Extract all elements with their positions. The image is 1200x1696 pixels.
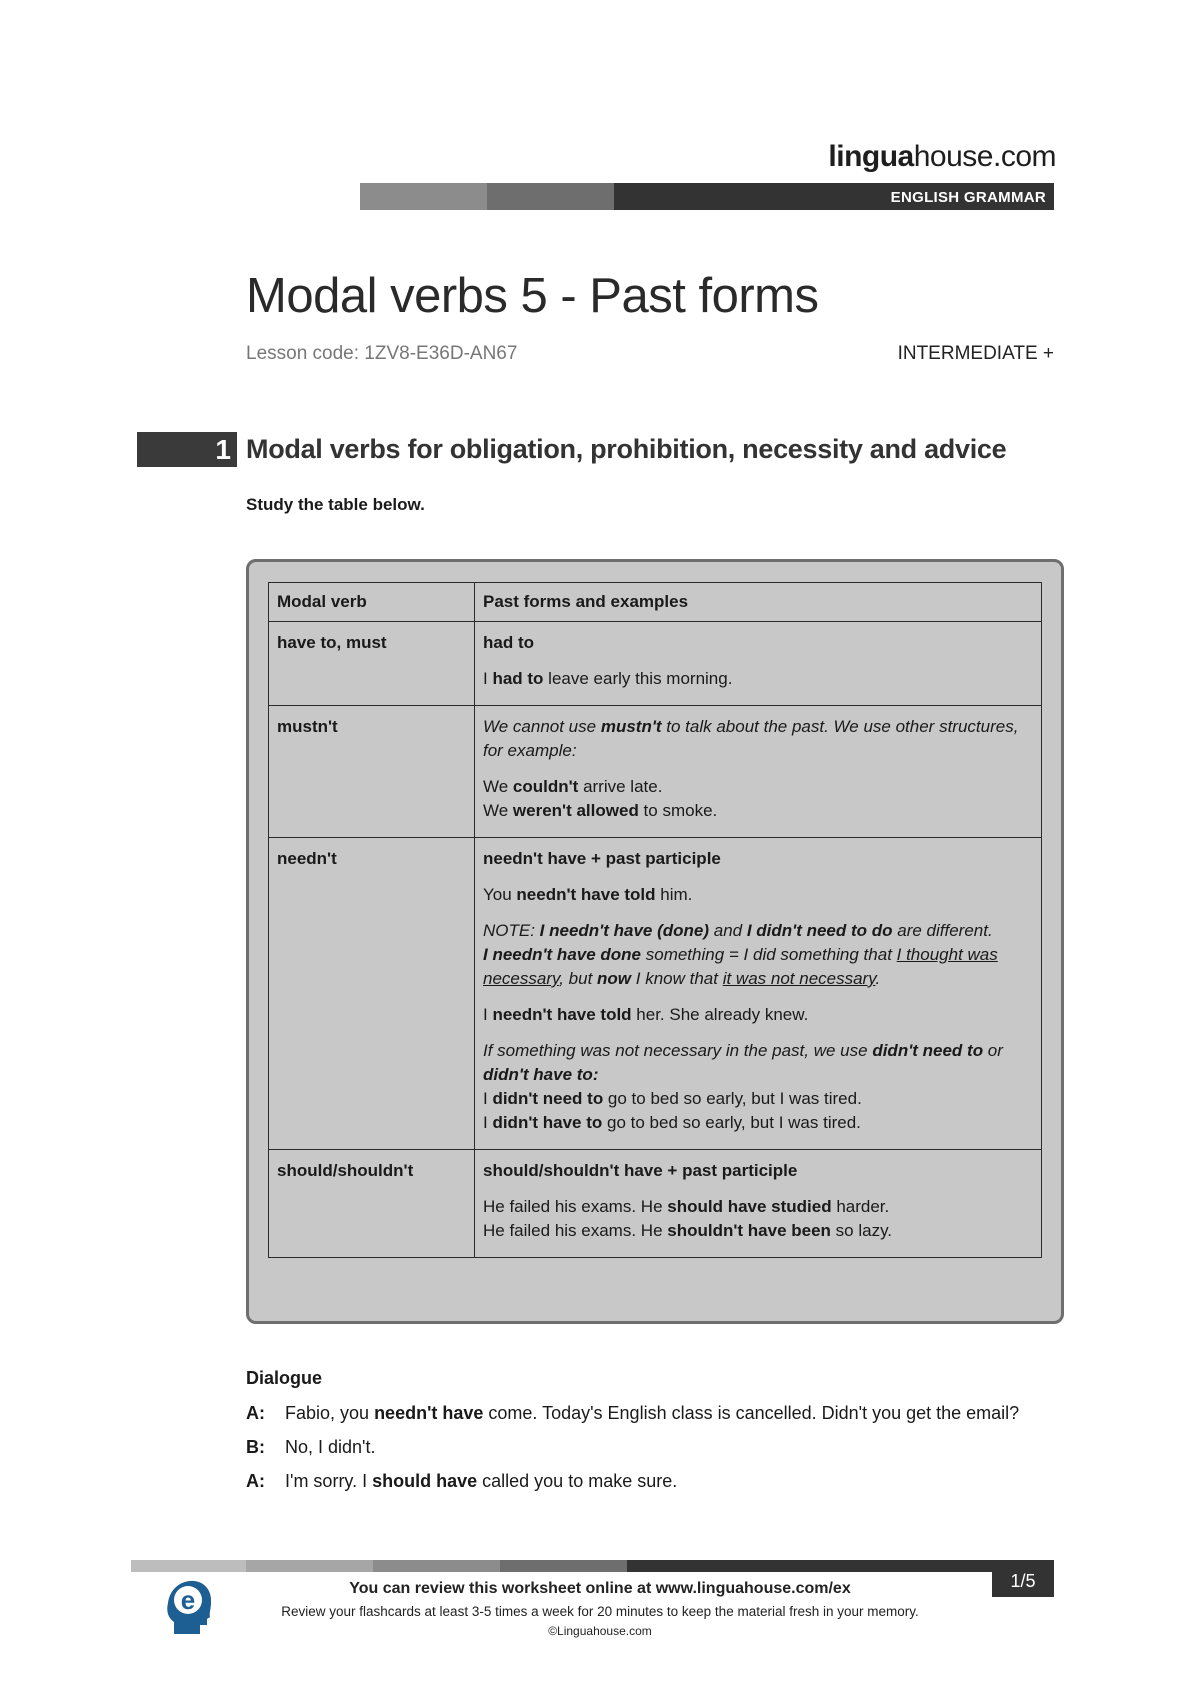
usage-note: If something was not necessary in the past, we use didn't need to or didn't have to:	[483, 1041, 1003, 1084]
column-header: Past forms and examples	[475, 583, 1042, 622]
table-row	[269, 838, 1042, 1150]
footer-bar-segment	[246, 1560, 373, 1572]
table-header-row	[269, 583, 1042, 622]
modal-verb-cell: should/shouldn't	[269, 1150, 475, 1258]
table-row	[269, 1150, 1042, 1258]
level-label: INTERMEDIATE +	[897, 343, 1054, 364]
modal-verb-cell: have to, must	[269, 622, 475, 706]
footer-tip: Review your flashcards at least 3-5 times a week for 20 minutes to keep the material fresh in your memory.	[281, 1604, 919, 1619]
footer-bar-segment	[373, 1560, 500, 1572]
lesson-code: Lesson code: 1ZV8-E36D-AN67	[246, 343, 518, 364]
example-sentence: I had to leave early this morning.	[483, 669, 733, 688]
table-row	[269, 622, 1042, 706]
modal-verb-cell: needn't	[269, 838, 475, 1150]
example-sentence: We couldn't arrive late.	[483, 777, 663, 796]
example-sentence: He failed his exams. He shouldn't have been so lazy.	[483, 1221, 893, 1240]
section-title: Modal verbs for obligation, prohibition, necessity and advice	[246, 434, 1007, 464]
grammar-table	[268, 582, 1042, 1258]
section-instruction: Study the table below.	[246, 495, 425, 514]
page-number: 1/5	[992, 1565, 1054, 1597]
footer-review-link: You can review this worksheet online at www.linguahouse.com/ex	[349, 1580, 851, 1597]
table-row	[269, 706, 1042, 838]
brand-logo: linguahouse.com	[828, 140, 1056, 173]
past-form: needn't have + past participle	[483, 849, 721, 868]
examples-cell	[475, 838, 1042, 1150]
examples-cell	[475, 622, 1042, 706]
svg-text:e: e	[180, 1585, 196, 1615]
example-sentence: We weren't allowed to smoke.	[483, 801, 718, 820]
footer-bar-segment	[627, 1560, 1054, 1572]
footer-bar-segment	[500, 1560, 627, 1572]
footer-bar-segment	[131, 1560, 246, 1572]
header-bar-segment	[360, 183, 487, 210]
dialogue-line: A: I'm sorry. I should have called you to make sure.	[246, 1471, 678, 1491]
example-sentence: He failed his exams. He should have studied harder.	[483, 1197, 890, 1216]
dialogue-line: A: Fabio, you needn't have come. Today's English class is cancelled. Didn't you get the email?	[246, 1403, 1020, 1423]
examples-cell	[475, 1150, 1042, 1258]
example-sentence: I didn't have to go to bed so early, but I was tired.	[483, 1113, 861, 1132]
modal-verb-cell: mustn't	[269, 706, 475, 838]
usage-note: I needn't have done something = I did something that I thought was necessary, but now I know that it was not necessary.	[483, 945, 998, 988]
column-header: Modal verb	[269, 583, 475, 622]
example-sentence: I didn't need to go to bed so early, but I was tired.	[483, 1089, 862, 1108]
examples-cell	[475, 706, 1042, 838]
past-form: should/shouldn't have + past participle	[483, 1161, 798, 1180]
past-form: had to	[483, 633, 534, 652]
header-bar-segment	[487, 183, 614, 210]
usage-note: We cannot use mustn't to talk about the past. We use other structures, for example:	[483, 717, 1019, 760]
footer-copyright: ©Linguahouse.com	[548, 1624, 652, 1638]
grammar-table-box	[246, 559, 1064, 1324]
dialogue-line: B: No, I didn't.	[246, 1437, 376, 1457]
example-sentence: I needn't have told her. She already knew.	[483, 1005, 809, 1024]
header-category: ENGLISH GRAMMAR	[614, 183, 1054, 210]
dialogue-title: Dialogue	[246, 1368, 323, 1388]
section-number: 1	[137, 432, 237, 467]
example-sentence: You needn't have told him.	[483, 885, 693, 904]
page-title: Modal verbs 5 - Past forms	[246, 269, 819, 323]
usage-note: NOTE: I needn't have (done) and I didn't need to do are different.	[483, 921, 993, 940]
